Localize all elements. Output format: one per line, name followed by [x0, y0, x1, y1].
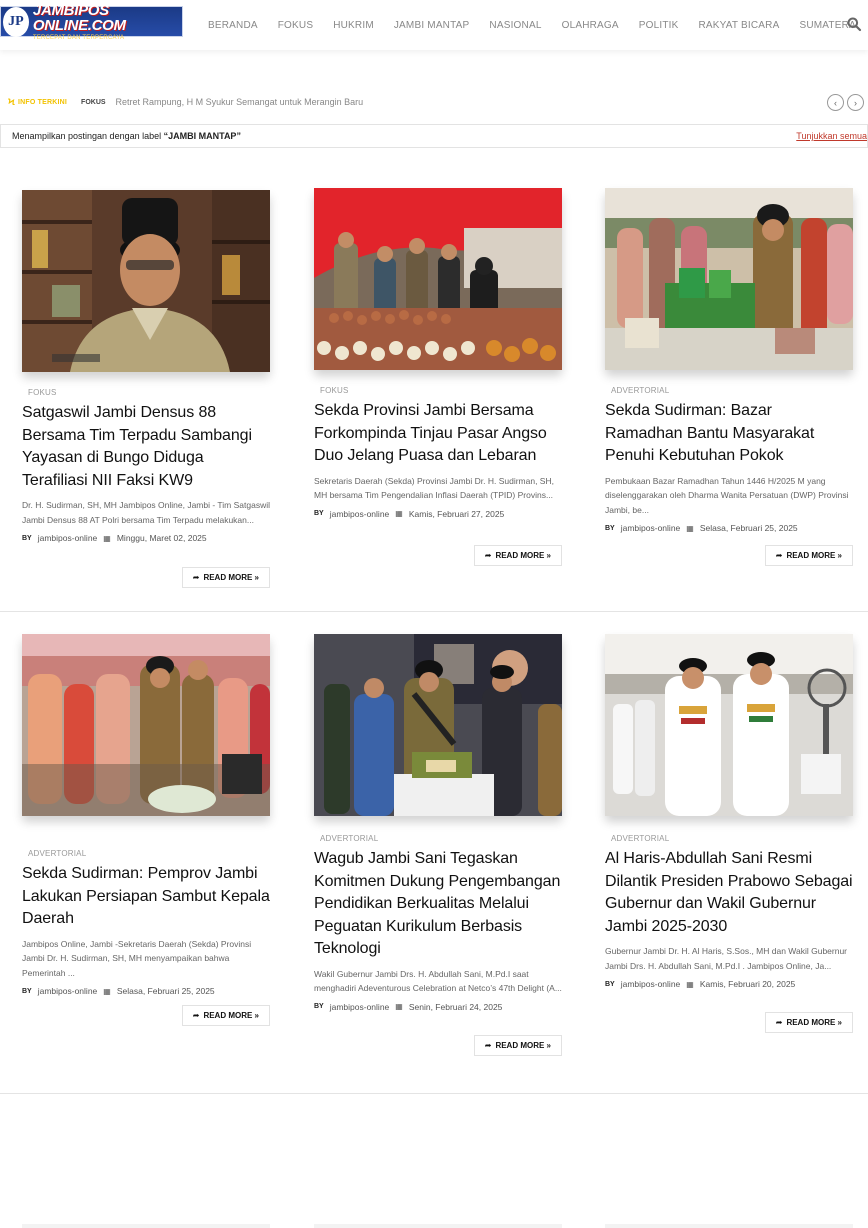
- post-date: Selasa, Februari 25, 2025: [116, 986, 215, 996]
- nav-item-jambi-mantap[interactable]: JAMBI MANTAP: [393, 19, 470, 31]
- share-arrow-icon: ➦: [775, 1018, 783, 1027]
- nav-item-olahraga[interactable]: OLAHRAGA: [561, 19, 619, 31]
- post-meta: BY jambipos-online ▦ Minggu, Maret 02, 2025: [22, 533, 207, 543]
- nav-item-beranda[interactable]: BERANDA: [208, 19, 258, 31]
- read-more-button[interactable]: ➦ READ MORE »: [474, 545, 562, 566]
- post-thumbnail[interactable]: [314, 188, 562, 370]
- post-thumbnail-partial: [22, 1224, 270, 1228]
- main-nav: [198, 0, 866, 50]
- post-category[interactable]: ADVERTORIAL: [611, 386, 670, 395]
- post-card: [314, 188, 562, 560]
- post-category[interactable]: ADVERTORIAL: [28, 849, 87, 858]
- logo-mark: JP: [3, 7, 29, 37]
- nav-item-rakyat-bicara[interactable]: RAKYAT BICARA: [698, 19, 780, 31]
- post-excerpt: Dr. H. Sudirman, SH, MH Jambipos Online, Jambi - Tim Satgaswil Jambi Densus 88 AT Polri bersama Tim Terpadu melakukan...: [22, 500, 270, 525]
- read-more-button[interactable]: ➦ READ MORE »: [182, 567, 270, 588]
- post-author[interactable]: jambipos-online: [620, 979, 681, 989]
- search-icon[interactable]: [847, 17, 861, 31]
- post-category[interactable]: FOKUS: [28, 388, 57, 397]
- post-thumbnail-partial: [605, 1224, 853, 1228]
- post-card: [605, 188, 853, 560]
- calendar-icon: ▦: [103, 986, 111, 996]
- calendar-icon: ▦: [686, 523, 694, 533]
- bolt-icon: Ϟ: [8, 97, 15, 107]
- logo-tagline: TERCEPAT DAN TERPERCAYA: [32, 34, 125, 41]
- read-more-button[interactable]: ➦ READ MORE »: [182, 1005, 270, 1026]
- site-header: [0, 0, 868, 50]
- calendar-icon: ▦: [686, 979, 694, 989]
- share-arrow-icon: ➦: [192, 1011, 200, 1020]
- post-date: Selasa, Februari 25, 2025: [699, 523, 798, 533]
- calendar-icon: ▦: [395, 509, 403, 518]
- nav-item-sumatera[interactable]: SUMATERA: [799, 19, 856, 31]
- post-title[interactable]: Al Haris-Abdullah Sani Resmi Dilantik Presiden Prabowo Sebagai Gubernur dan Wakil Gubernur Jambi 2025-2030: [605, 850, 853, 935]
- post-title[interactable]: Satgaswil Jambi Densus 88 Bersama Tim Terpadu Sambangi Yayasan di Bungo Diduga Terafiliasi NII Faksi KW9: [22, 404, 252, 489]
- post-title[interactable]: Sekda Provinsi Jambi Bersama Forkompinda Tinjau Pasar Angso Duo Jelang Puasa dan Lebaran: [314, 402, 547, 464]
- post-meta: BY jambipos-online ▦ Selasa, Februari 25, 2025: [605, 523, 798, 533]
- ticker-headline[interactable]: Retret Rampung, H M Syukur Semangat untuk Merangin Baru: [115, 97, 364, 107]
- post-thumbnail[interactable]: [605, 634, 853, 816]
- post-thumbnail-partial: [314, 1224, 562, 1228]
- post-thumbnail[interactable]: [314, 634, 562, 816]
- post-excerpt: Pembukaan Bazar Ramadhan Tahun 1446 H/2025 M yang diselenggarakan oleh Dharma Wanita Persatuan (DWP) Provinsi Jambi, be...: [605, 475, 849, 515]
- read-more-button[interactable]: ➦ READ MORE »: [765, 545, 853, 566]
- ticker-label: Ϟ INFO TERKINI: [8, 97, 68, 107]
- ticker-next-button[interactable]: ›: [847, 94, 864, 111]
- read-more-button[interactable]: ➦ READ MORE »: [474, 1035, 562, 1056]
- post-title[interactable]: Sekda Sudirman: Bazar Ramadhan Bantu Masyarakat Penuhi Kebutuhan Pokok: [605, 402, 815, 464]
- post-meta: BY jambipos-online ▦ Kamis, Februari 20, 2025: [605, 979, 796, 989]
- site-logo[interactable]: [0, 1, 183, 41]
- post-image: [605, 634, 853, 816]
- breaking-news-ticker: [0, 90, 868, 114]
- post-excerpt: Sekretaris Daerah (Sekda) Provinsi Jambi Dr. H. Sudirman, SH, MH bersama Tim Pengendalian Inflasi Daerah (TPID) Provins...: [314, 475, 554, 500]
- row-divider: [0, 611, 868, 612]
- post-meta: BY jambipos-online ▦ Selasa, Februari 25, 2025: [22, 986, 215, 996]
- post-excerpt: Wakil Gubernur Jambi Drs. H. Abdullah Sani, M.Pd.I saat menghadiri Adeventurous Celebration at Netco’s 47th Delight (A...: [314, 968, 562, 993]
- post-category[interactable]: ADVERTORIAL: [320, 834, 379, 843]
- post-thumbnail[interactable]: [22, 634, 270, 816]
- share-arrow-icon: ➦: [484, 551, 492, 560]
- show-all-link[interactable]: Tunjukkan semua: [796, 131, 867, 141]
- calendar-icon: ▦: [395, 1002, 403, 1011]
- post-category[interactable]: FOKUS: [320, 386, 349, 395]
- post-image: [314, 188, 562, 370]
- post-date: Minggu, Maret 02, 2025: [116, 533, 207, 543]
- calendar-icon: ▦: [103, 533, 111, 543]
- post-excerpt: Jambipos Online, Jambi -Sekretaris Daerah (Sekda) Provinsi Jambi Dr. H. Sudirman, SH, MH menyampaikan bahwa Pemerintah ...: [22, 938, 252, 978]
- post-excerpt: Gubernur Jambi Dr. H. Al Haris, S.Sos., MH dan Wakil Gubernur Jambi Drs. H. Abdullah Sani, M.Pd.I . Jambipos Online, Ja...: [605, 946, 848, 971]
- ticker-category[interactable]: FOKUS: [81, 98, 106, 106]
- post-author[interactable]: jambipos-online: [37, 533, 98, 543]
- ticker-prev-button[interactable]: ‹: [827, 94, 844, 111]
- post-author[interactable]: jambipos-online: [37, 986, 98, 996]
- post-meta: BY jambipos-online ▦ Kamis, Februari 27, 2025: [314, 508, 505, 519]
- nav-item-fokus[interactable]: FOKUS: [277, 19, 314, 31]
- post-image: [22, 634, 270, 816]
- post-title[interactable]: Sekda Sudirman: Pemprov Jambi Lakukan Persiapan Sambut Kepala Daerah: [22, 865, 270, 927]
- post-card: [22, 634, 270, 1020]
- nav-item-politik[interactable]: POLITIK: [638, 19, 679, 31]
- share-arrow-icon: ➦: [775, 551, 783, 560]
- post-meta: BY jambipos-online ▦ Senin, Februari 24, 2025: [314, 1001, 503, 1012]
- nav-item-nasional[interactable]: NASIONAL: [489, 19, 542, 31]
- post-date: Senin, Februari 24, 2025: [408, 1001, 503, 1012]
- post-category[interactable]: ADVERTORIAL: [611, 834, 670, 843]
- post-image: [605, 188, 853, 370]
- share-arrow-icon: ➦: [192, 573, 200, 582]
- read-more-button[interactable]: ➦ READ MORE »: [765, 1012, 853, 1033]
- logo-title: JAMBIPOS ONLINE.COM: [32, 1, 126, 34]
- post-card: [605, 634, 853, 1027]
- post-card: [22, 190, 270, 582]
- nav-item-hukrim[interactable]: HUKRIM: [333, 19, 374, 31]
- label-filter-bar: [0, 124, 868, 148]
- row-divider: [0, 1093, 868, 1094]
- label-filter-text: Menampilkan postingan dengan label “JAMBI MANTAP”: [12, 131, 241, 141]
- post-image: [22, 190, 270, 372]
- post-author[interactable]: jambipos-online: [329, 1001, 390, 1012]
- post-author[interactable]: jambipos-online: [329, 508, 390, 519]
- post-thumbnail[interactable]: [605, 188, 853, 370]
- share-arrow-icon: ➦: [484, 1041, 492, 1050]
- post-date: Kamis, Februari 27, 2025: [408, 508, 505, 519]
- post-image: [314, 634, 562, 816]
- post-date: Kamis, Februari 20, 2025: [699, 979, 796, 989]
- post-author[interactable]: jambipos-online: [620, 523, 681, 533]
- post-card: [314, 634, 562, 1050]
- post-thumbnail[interactable]: [22, 190, 270, 372]
- post-title[interactable]: Wagub Jambi Sani Tegaskan Komitmen Dukung Pengembangan Pendidikan Berkualitas Melalui Peguatan Kurikulum Berbasis Teknologi: [314, 850, 561, 957]
